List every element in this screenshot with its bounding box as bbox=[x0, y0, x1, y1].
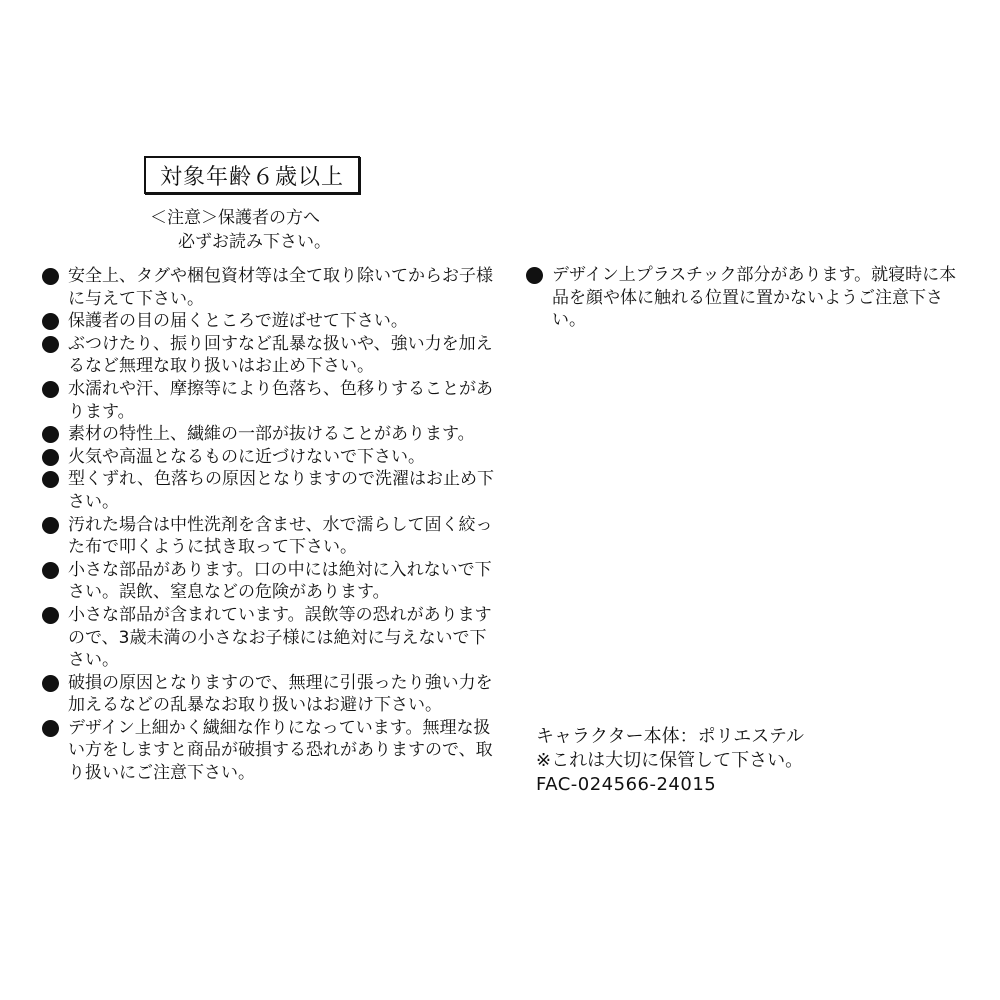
list-item bbox=[42, 265, 502, 310]
list-item-text: ぶつけたり、振り回すなど乱暴な扱いや、強い力を加えるなど無理な取り扱いはお止め下さい。 bbox=[68, 333, 493, 377]
caution-line-2: 必ずお読み下さい。 bbox=[178, 232, 331, 252]
product-info bbox=[536, 725, 804, 797]
age-label: 対象年齢６歳以上 bbox=[159, 164, 344, 190]
list-item bbox=[42, 604, 502, 672]
list-item bbox=[42, 717, 502, 785]
age-label-box bbox=[144, 156, 360, 194]
list-item bbox=[42, 333, 502, 378]
bullet-icon bbox=[526, 264, 552, 332]
list-item bbox=[42, 514, 502, 559]
list-item-text: 破損の原因となりますので、無理に引張ったり強い力を加えるなどの乱暴なお取り扱いはお避け下さい。 bbox=[68, 672, 493, 716]
list-item bbox=[42, 559, 502, 604]
list-item bbox=[42, 672, 502, 717]
bullet-icon bbox=[42, 514, 68, 559]
warnings-list-left bbox=[42, 265, 502, 785]
list-item bbox=[42, 378, 502, 423]
list-item-text: 保護者の目の届くところで遊ばせて下さい。 bbox=[68, 311, 408, 332]
list-item-text: 小さな部品があります。口の中には絶対に入れないで下さい。誤飲、窒息などの危険があります。 bbox=[68, 559, 492, 603]
bullet-icon bbox=[42, 559, 68, 604]
caution-header bbox=[150, 206, 331, 254]
bullet-icon bbox=[42, 717, 68, 785]
bullet-icon bbox=[42, 378, 68, 423]
list-item-text: 小さな部品が含まれています。誤飲等の恐れがありますので、3歳未満の小さなお子様には絶対に与えないで下さい。 bbox=[68, 604, 492, 671]
list-item bbox=[42, 310, 502, 333]
keep-note-text: ※これは大切に保管して下さい。 bbox=[536, 750, 804, 771]
bullet-icon bbox=[42, 333, 68, 378]
bullet-icon bbox=[42, 446, 68, 469]
list-item bbox=[42, 468, 502, 513]
list-item bbox=[526, 264, 966, 332]
bullet-icon bbox=[42, 265, 68, 310]
bullet-icon bbox=[42, 310, 68, 333]
list-item-text: 水濡れや汗、摩擦等により色落ち、色移りすることがあります。 bbox=[68, 378, 493, 422]
product-code: FAC-024566-24015 bbox=[536, 774, 717, 795]
list-item-text: デザイン上細かく繊細な作りになっています。無理な扱い方をしますと商品が破損する恐れがありますので、取り扱いにご注意下さい。 bbox=[68, 717, 493, 784]
material-text: キャラクター本体：ポリエステル bbox=[536, 726, 805, 747]
list-item-text: 型くずれ、色落ちの原因となりますので洗濯はお止め下さい。 bbox=[68, 469, 495, 512]
list-item-text: 汚れた場合は中性洗剤を含ませ、水で濡らして固く絞った布で叩くように拭き取って下さい。 bbox=[68, 514, 493, 558]
list-item bbox=[42, 446, 502, 469]
warnings-list-right bbox=[526, 264, 966, 332]
list-item-text: デザイン上プラスチック部分があります。就寝時に本品を顔や体に触れる位置に置かないようご注意下さい。 bbox=[552, 265, 957, 331]
bullet-icon bbox=[42, 604, 68, 672]
caution-line-1: ＜注意＞保護者の方へ bbox=[150, 208, 320, 228]
bullet-icon bbox=[42, 468, 68, 513]
list-item bbox=[42, 423, 502, 446]
list-item-text: 素材の特性上、繊維の一部が抜けることがあります。 bbox=[68, 424, 475, 445]
list-item-text: 火気や高温となるものに近づけないで下さい。 bbox=[68, 446, 425, 467]
bullet-icon bbox=[42, 423, 68, 446]
bullet-icon bbox=[42, 672, 68, 717]
list-item-text: 安全上、タグや梱包資材等は全て取り除いてからお子様に与えて下さい。 bbox=[68, 266, 493, 309]
